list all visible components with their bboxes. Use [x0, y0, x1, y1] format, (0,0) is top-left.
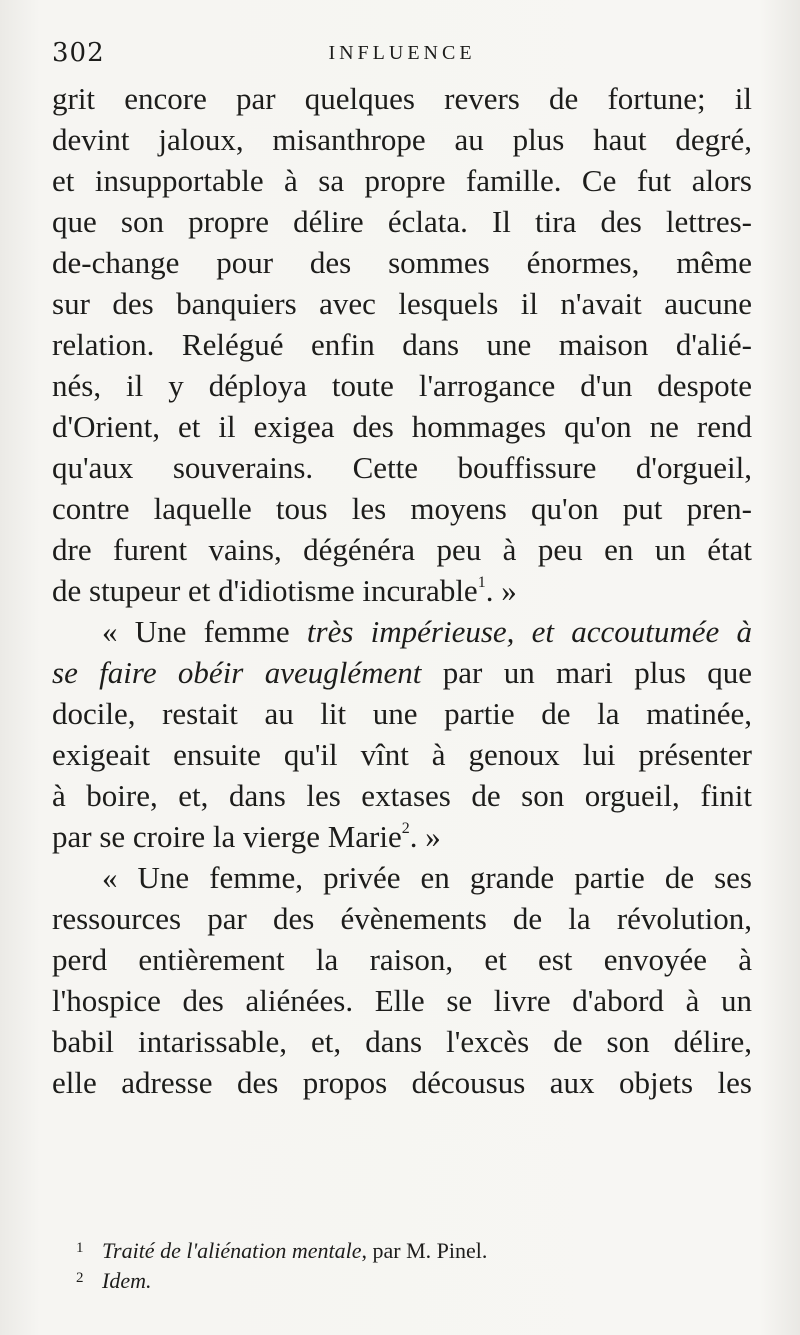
p2-last-text: par se croire la vierge Marie — [52, 819, 402, 854]
footnote-2 — [76, 1263, 736, 1293]
paragraph-3-line-1: « Une femme, privée en grande partie de ses — [102, 860, 752, 895]
text-line-9: d'Orient, et il exigea des hommages qu'on ne rend — [52, 409, 752, 444]
footnote-1-roman: , par M. Pinel. — [361, 1238, 488, 1263]
page-header — [52, 38, 752, 78]
text-line-4: que son propre délire éclata. Il tira des lettres- — [52, 204, 752, 239]
paragraph-3-line-6: elle adresse des propos décousus aux objets les — [52, 1065, 752, 1100]
p2-last-end: . » — [409, 819, 441, 854]
text-line-5: de-change pour des sommes énormes, même — [52, 245, 752, 280]
footnote-1-italic: Traité de l'aliénation mentale — [102, 1238, 362, 1263]
footnote-ref-1: 1 — [477, 574, 486, 591]
line-13-end: . » — [485, 573, 517, 608]
footnote-2-italic: Idem. — [102, 1268, 152, 1293]
text-line-1: grit encore par quelques revers de fortune; il — [52, 81, 752, 116]
p2-line1-italic: très impérieuse, et accoutumée à — [306, 614, 752, 649]
line-13-text: de stupeur et d'idiotisme incurable — [52, 573, 478, 608]
page-number: 302 — [52, 38, 105, 68]
body-text — [52, 78, 752, 1103]
p2-line2-roman: par un mari plus que — [421, 655, 753, 690]
p2-line1-roman: « Une femme — [102, 614, 307, 649]
text-line-6: sur des banquiers avec lesquels il n'avait aucune — [52, 286, 752, 321]
footnotes — [76, 1233, 736, 1293]
text-line-12: dre furent vains, dégénéra peu à peu en un état — [52, 532, 752, 567]
footnote-2-mark: 2 — [76, 1270, 84, 1286]
paragraph-3-line-3: perd entièrement la raison, et est envoyée à — [52, 942, 752, 977]
text-line-2: devint jaloux, misanthrope au plus haut degré, — [52, 122, 752, 157]
paragraph-2-line-1 — [52, 611, 752, 652]
running-head: INFLUENCE — [328, 42, 476, 64]
footnote-ref-2: 2 — [401, 820, 410, 837]
text-line-8: nés, il y déploya toute l'arrogance d'un despote — [52, 368, 752, 403]
paragraph-2-line-4: exigeait ensuite qu'il vînt à genoux lui présenter — [52, 737, 752, 772]
text-line-11: contre laquelle tous les moyens qu'on put pren- — [52, 491, 752, 526]
footnote-1 — [76, 1233, 736, 1263]
paragraph-2-line-5: à boire, et, dans les extases de son orgueil, finit — [52, 778, 752, 813]
text-line-7: relation. Relégué enfin dans une maison d'alié- — [52, 327, 752, 362]
p2-line2-italic: se faire obéir aveuglément — [52, 655, 422, 690]
paragraph-3-line-4: l'hospice des aliénées. Elle se livre d'abord à un — [52, 983, 752, 1018]
text-line-13 — [52, 570, 752, 611]
footnote-1-mark: 1 — [76, 1240, 84, 1256]
paragraph-3-line-2: ressources par des évènements de la révolution, — [52, 901, 752, 936]
paragraph-3-line-5: babil intarissable, et, dans l'excès de son délire, — [52, 1024, 752, 1059]
text-line-3: et insupportable à sa propre famille. Ce fut alors — [52, 163, 752, 198]
paragraph-2-line-2 — [52, 652, 752, 693]
paragraph-2-line-6 — [52, 816, 752, 857]
text-line-10: qu'aux souverains. Cette bouffissure d'orgueil, — [52, 450, 752, 485]
paragraph-2-line-3: docile, restait au lit une partie de la matinée, — [52, 696, 752, 731]
